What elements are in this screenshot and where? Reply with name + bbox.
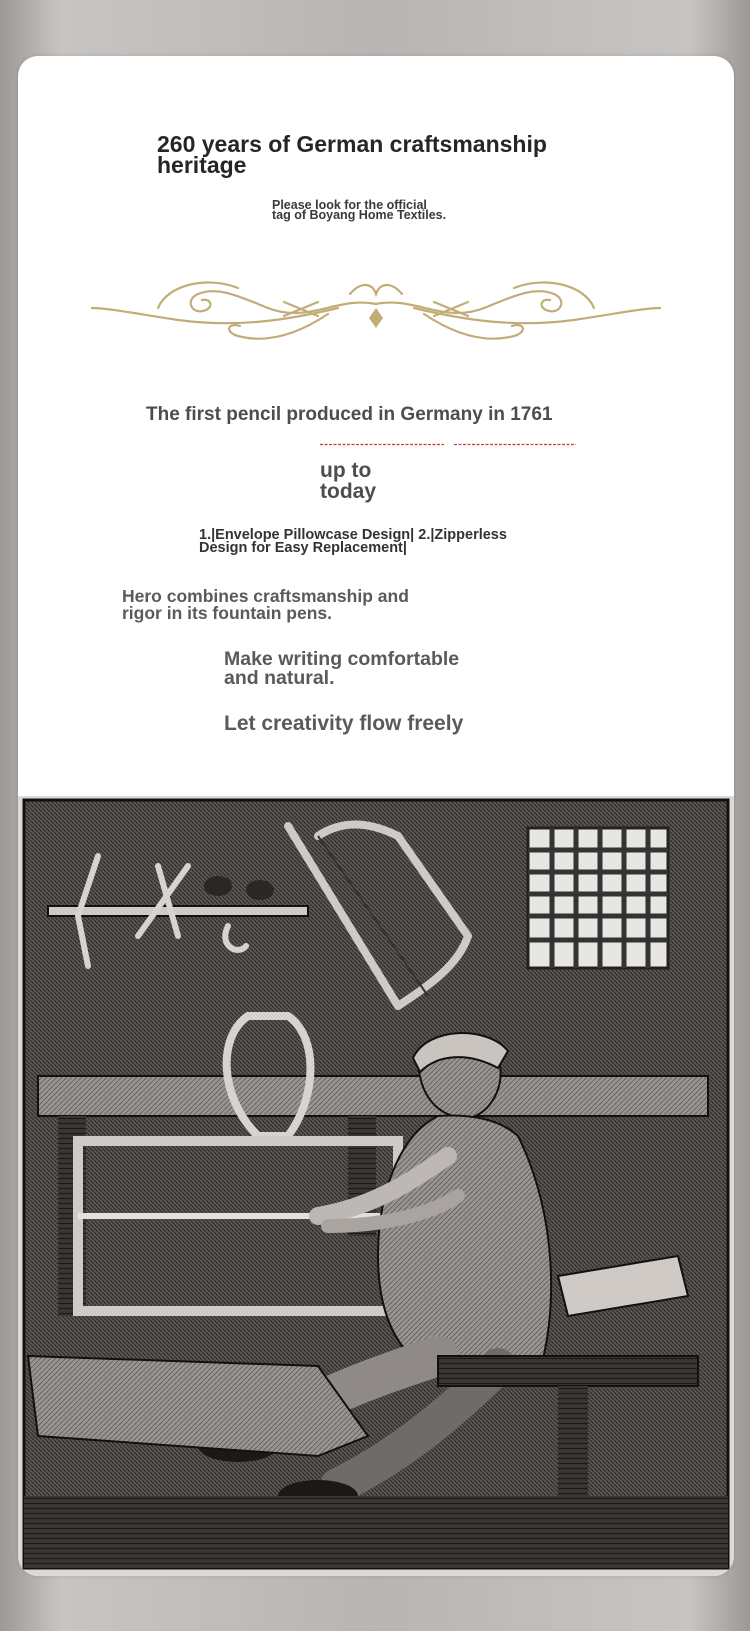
hero-brand-statement: Hero combines craftsmanship and rigor in its fountain pens.	[122, 586, 409, 623]
feature-list: 1.|Envelope Pillowcase Design| 2.|Zipperless Design for Easy Replacement|	[199, 527, 507, 556]
craftsman-workshop-engraving-icon	[18, 796, 734, 1576]
red-fine-print-mark	[320, 443, 444, 446]
creativity-tagline: Let creativity flow freely	[224, 712, 464, 735]
first-pencil-headline: The first pencil produced in Germany in 1761	[146, 404, 553, 425]
up-to-today-label: up to today	[320, 459, 377, 503]
comfort-tagline: Make writing comfortable and natural.	[224, 648, 460, 689]
official-tag-note: Please look for the official tag of Boyang Home Textiles.	[272, 198, 447, 222]
product-detail-card	[18, 56, 734, 1576]
red-fine-print-mark	[454, 443, 576, 446]
page-title: 260 years of German craftsmanship heritage	[157, 131, 547, 178]
gold-flourish-divider-icon	[88, 268, 664, 344]
